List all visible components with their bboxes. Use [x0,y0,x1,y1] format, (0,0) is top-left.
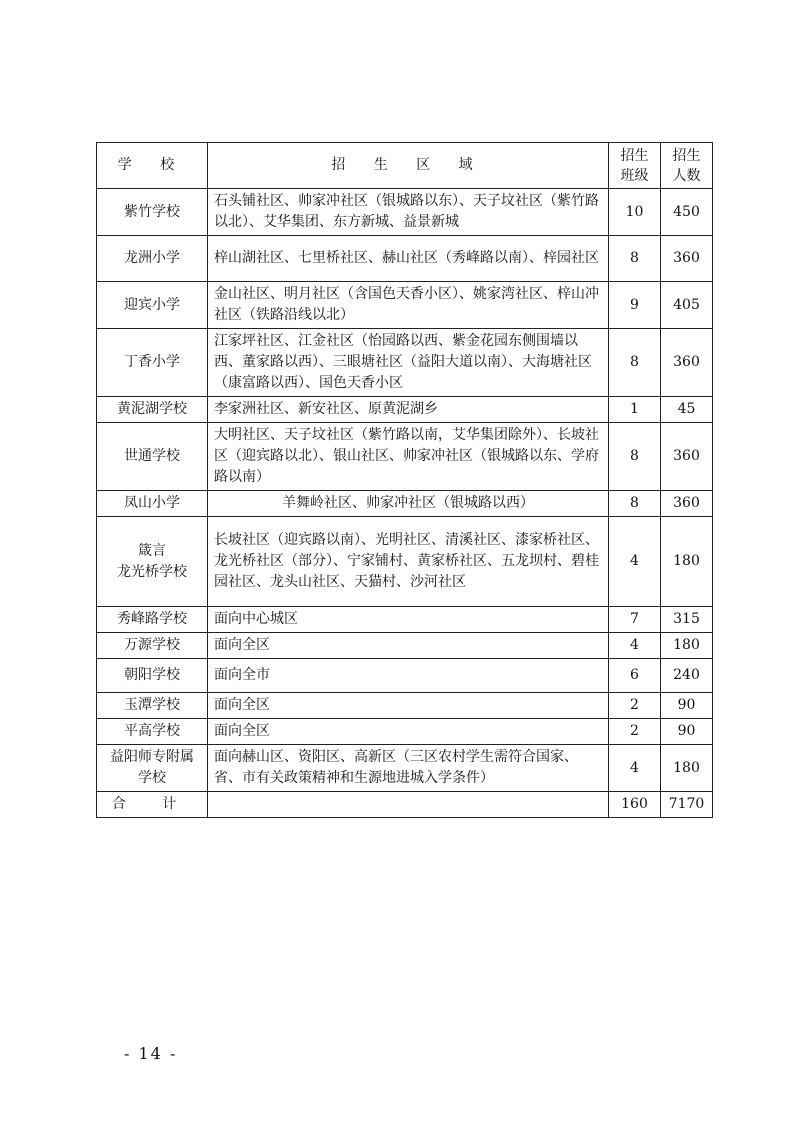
cell-school: 迎宾小学 [97,282,208,329]
cell-area: 面向全区 [208,633,609,659]
header-classes: 招生班级 [609,143,661,189]
cell-school: 平高学校 [97,719,208,745]
table-row [97,659,713,693]
cell-students: 360 [661,423,713,491]
table-row [97,693,713,719]
cell-classes: 8 [609,423,661,491]
header-students: 招生人数 [661,143,713,189]
cell-school: 世通学校 [97,423,208,491]
table-row [97,633,713,659]
header-school: 学 校 [97,143,208,189]
cell-school: 龙洲小学 [97,236,208,282]
cell-students: 315 [661,607,713,633]
table-row [97,397,713,423]
total-classes: 160 [609,792,661,818]
table-row [97,719,713,745]
cell-school: 玉潭学校 [97,693,208,719]
table-row [97,517,713,607]
cell-students: 90 [661,719,713,745]
table-row [97,745,713,792]
cell-school: 益阳师专附属 学校 [97,745,208,792]
table-row [97,189,713,236]
table-total-row [97,792,713,818]
cell-classes: 8 [609,329,661,397]
cell-school: 箴言 龙光桥学校 [97,517,208,607]
cell-area: 金山社区、明月社区（含国色天香小区）、姚家湾社区、梓山冲社区（铁路沿线以北） [208,282,609,329]
table-row [97,236,713,282]
cell-classes: 8 [609,491,661,517]
cell-area: 梓山湖社区、七里桥社区、赫山社区（秀峰路以南）、梓园社区 [208,236,609,282]
cell-classes: 2 [609,693,661,719]
cell-classes: 4 [609,633,661,659]
cell-classes: 2 [609,719,661,745]
cell-area: 面向全区 [208,719,609,745]
cell-classes: 9 [609,282,661,329]
table-row [97,607,713,633]
cell-area: 石头铺社区、帅家冲社区（银城路以东）、天子坟社区（紫竹路以北）、艾华集团、东方新城、益景新城 [208,189,609,236]
table-body [97,189,713,792]
cell-area: 面向赫山区、资阳区、高新区（三区农村学生需符合国家、省、市有关政策精神和生源地进城入学条件） [208,745,609,792]
cell-area: 长坡社区（迎宾路以南）、光明社区、清溪社区、漆家桥社区、龙光桥社区（部分）、宁家铺村、黄家桥社区、五龙坝村、碧桂园社区、龙头山社区、天猫村、沙河社区 [208,517,609,607]
table-header-row [97,143,713,189]
header-area: 招 生 区 域 [208,143,609,189]
cell-classes: 6 [609,659,661,693]
table-row [97,329,713,397]
cell-students: 90 [661,693,713,719]
cell-classes: 8 [609,236,661,282]
cell-area: 面向全区 [208,693,609,719]
table-row [97,282,713,329]
cell-students: 360 [661,329,713,397]
cell-school: 朝阳学校 [97,659,208,693]
cell-students: 45 [661,397,713,423]
total-label: 合 计 [97,792,208,818]
cell-area: 羊舞岭社区、帅家冲社区（银城路以西） [208,491,609,517]
cell-students: 180 [661,633,713,659]
cell-students: 360 [661,491,713,517]
cell-students: 405 [661,282,713,329]
total-area [208,792,609,818]
cell-students: 450 [661,189,713,236]
cell-area: 面向中心城区 [208,607,609,633]
cell-classes: 10 [609,189,661,236]
cell-area: 江家坪社区、江金社区（怡园路以西、紫金花园东侧围墙以西、董家路以西）、三眼塘社区（益阳大道以南）、大海塘社区（康富路以西）、国色天香小区 [208,329,609,397]
page-number: - 14 - [124,1044,178,1063]
cell-school: 万源学校 [97,633,208,659]
cell-classes: 7 [609,607,661,633]
cell-classes: 4 [609,745,661,792]
enrollment-table [96,142,713,818]
cell-students: 360 [661,236,713,282]
cell-students: 180 [661,517,713,607]
cell-school: 丁香小学 [97,329,208,397]
total-students: 7170 [661,792,713,818]
cell-students: 180 [661,745,713,792]
table-row [97,423,713,491]
table-row [97,491,713,517]
cell-classes: 4 [609,517,661,607]
cell-area: 李家洲社区、新安社区、原黄泥湖乡 [208,397,609,423]
cell-school: 紫竹学校 [97,189,208,236]
cell-school: 凤山小学 [97,491,208,517]
cell-area: 面向全市 [208,659,609,693]
cell-students: 240 [661,659,713,693]
cell-classes: 1 [609,397,661,423]
cell-school: 秀峰路学校 [97,607,208,633]
cell-area: 大明社区、天子坟社区（紫竹路以南，艾华集团除外）、长坡社区（迎宾路以北）、银山社区、帅家冲社区（银城路以东、学府路以南） [208,423,609,491]
cell-school: 黄泥湖学校 [97,397,208,423]
